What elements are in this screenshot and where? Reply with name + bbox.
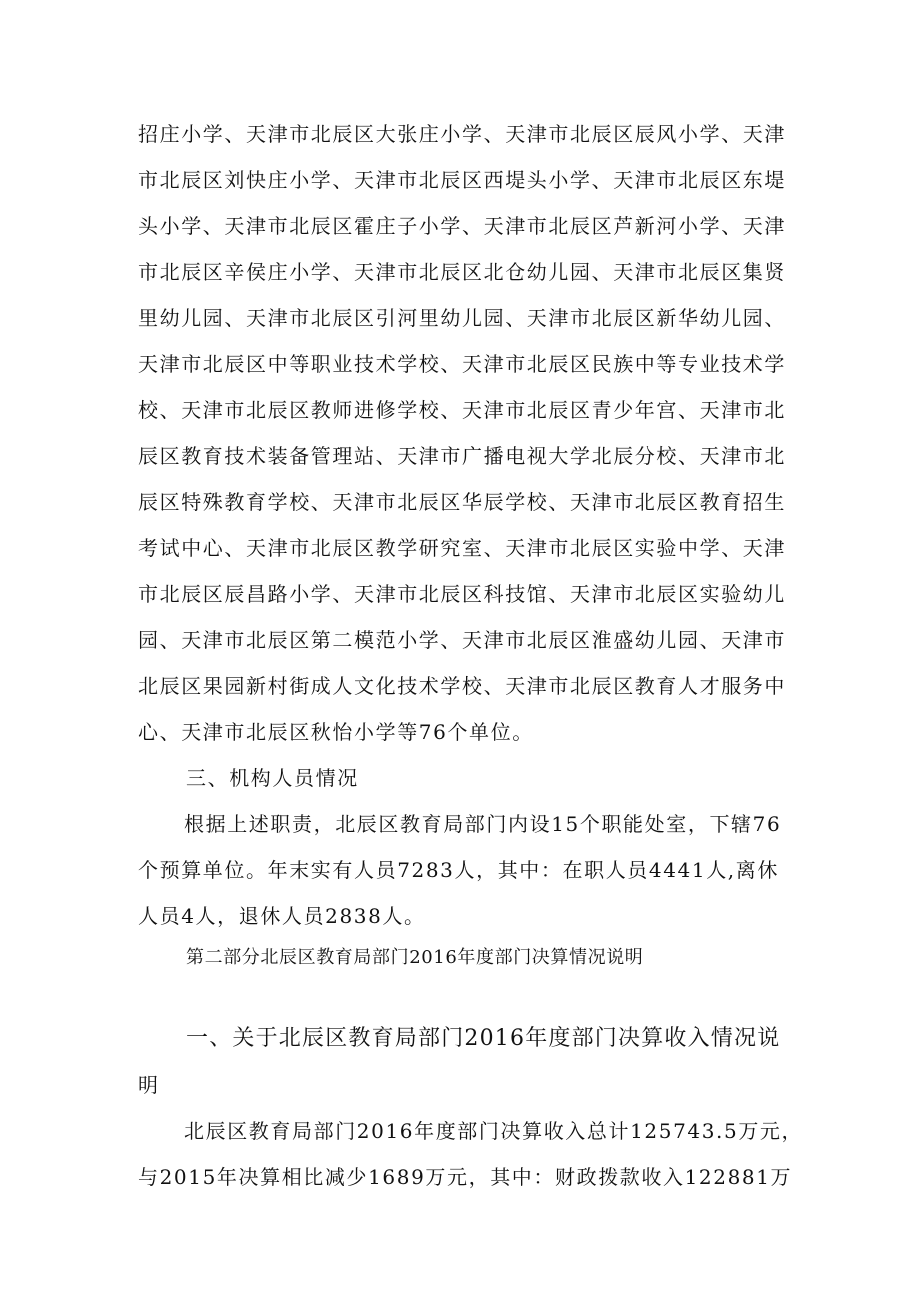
section-heading-continuation: 明 bbox=[138, 1073, 160, 1097]
body-text-line: 园、天津市北辰区第二模范小学、天津市北辰区淮盛幼儿园、天津市 bbox=[138, 628, 786, 652]
body-text-line: 天津市北辰区中等职业技术学校、天津市北辰区民族中等专业技术学 bbox=[138, 352, 786, 376]
body-text-line: 个预算单位。年末实有人员7283人，其中：在职人员4441人,离休 bbox=[138, 858, 779, 882]
body-text-line: 考试中心、天津市北辰区教学研究室、天津市北辰区实验中学、天津 bbox=[138, 536, 786, 560]
body-text-line: 北辰区教育局部门2016年度部门决算收入总计125743.5万元， bbox=[184, 1119, 804, 1143]
body-text-line: 人员4人，退休人员2838人。 bbox=[138, 904, 426, 928]
body-text-line: 市北辰区辛侯庄小学、天津市北辰区北仓幼儿园、天津市北辰区集贤 bbox=[138, 260, 786, 284]
body-text-line: 校、天津市北辰区教师进修学校、天津市北辰区青少年宫、天津市北 bbox=[138, 398, 786, 422]
body-text-line: 市北辰区辰昌路小学、天津市北辰区科技馆、天津市北辰区实验幼儿 bbox=[138, 582, 786, 606]
section-heading: 三、机构人员情况 bbox=[186, 766, 359, 790]
body-text-line: 根据上述职责，北辰区教育局部门内设15个职能处室，下辖76 bbox=[184, 812, 782, 836]
body-text-line: 与2015年决算相比减少1689万元，其中：财政拨款收入122881万 bbox=[138, 1165, 793, 1189]
body-text-line: 头小学、天津市北辰区霍庄子小学、天津市北辰区芦新河小学、天津 bbox=[138, 214, 786, 238]
body-text-line: 北辰区果园新村街成人文化技术学校、天津市北辰区教育人才服务中 bbox=[138, 674, 786, 698]
body-text-line: 辰区特殊教育学校、天津市北辰区华辰学校、天津市北辰区教育招生 bbox=[138, 490, 786, 514]
part-title: 第二部分北辰区教育局部门2016年度部门决算情况说明 bbox=[186, 947, 644, 968]
section-heading: 一、关于北辰区教育局部门2016年度部门决算收入情况说 bbox=[186, 1026, 781, 1051]
body-text-line: 里幼儿园、天津市北辰区引河里幼儿园、天津市北辰区新华幼儿园、 bbox=[138, 306, 786, 330]
body-text-line: 市北辰区刘快庄小学、天津市北辰区西堤头小学、天津市北辰区东堤 bbox=[138, 168, 786, 192]
body-text-line: 心、天津市北辰区秋怡小学等76个单位。 bbox=[138, 720, 534, 744]
body-text-line: 辰区教育技术装备管理站、天津市广播电视大学北辰分校、天津市北 bbox=[138, 444, 786, 468]
body-text-line: 招庄小学、天津市北辰区大张庄小学、天津市北辰区辰风小学、天津 bbox=[138, 122, 786, 146]
